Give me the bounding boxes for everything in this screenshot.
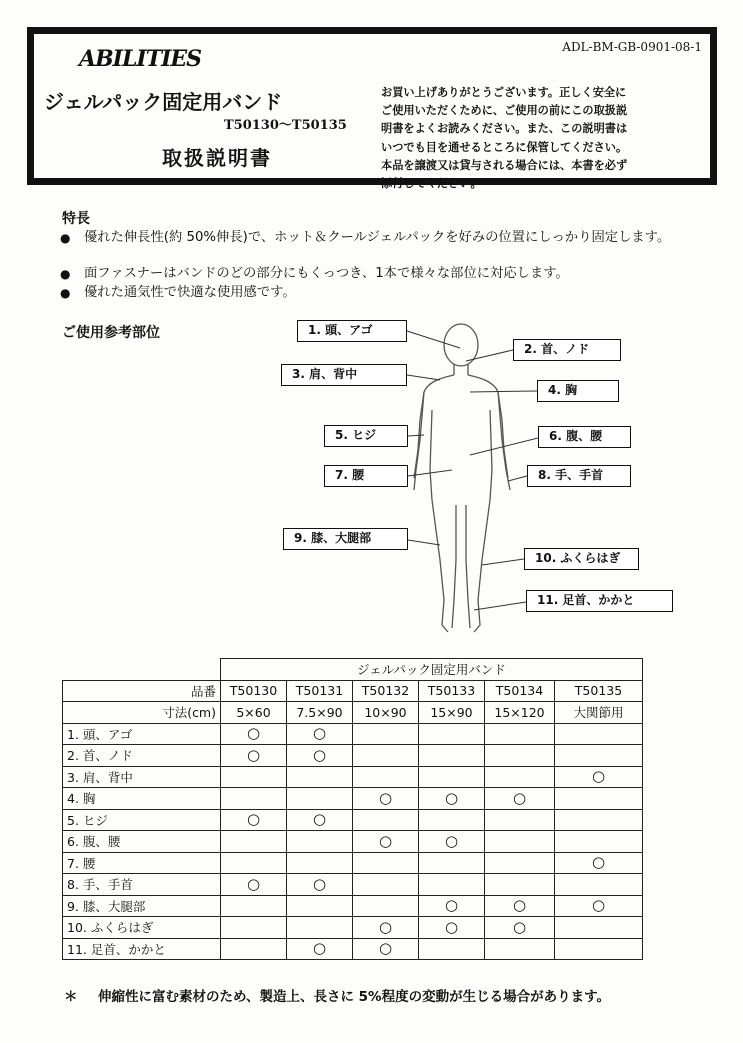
circle-mark-icon: ○ [312,810,327,829]
mark-cell [485,831,555,853]
mark-cell [353,895,419,917]
mark-cell [287,874,353,896]
body-part-cell: 10. ふくらはぎ [63,917,221,939]
footnote-text: 伸縮性に富む素材のため、製造上、長さに 5%程度の変動が生じる場合があります。 [98,989,610,1005]
notice-line: 本品を譲渡又は貸与される場合には、本書を必ず [381,158,628,172]
body-label-abdomen: 6. 腹、腰 [538,426,631,448]
circle-mark-icon: ○ [444,831,459,850]
mark-cell [221,788,287,810]
size-cell: 大関節用 [555,702,643,724]
document-id: ADL-BM-GB-0901-08-1 [562,40,702,54]
mark-cell [221,874,287,896]
table-row [63,895,643,917]
mark-cell [419,788,485,810]
body-label-head: 1. 頭、アゴ [297,320,407,342]
circle-mark-icon: ○ [312,724,327,743]
mark-cell [485,745,555,767]
body-label-ankle: 11. 足首、かかと [526,590,673,612]
circle-mark-icon: ○ [246,745,261,764]
size-cell: 10×90 [353,702,419,724]
circle-mark-icon: ○ [246,724,261,743]
bullet-icon: ● [60,267,71,281]
circle-mark-icon: ○ [591,853,606,872]
circle-mark-icon: ○ [378,939,393,958]
circle-mark-icon: ○ [312,745,327,764]
table-row [63,788,643,810]
mark-cell [287,895,353,917]
mark-cell [485,874,555,896]
table-row [63,809,643,831]
model-cell: T50131 [287,680,353,702]
mark-cell [221,723,287,745]
notice-line: いつでも目を通せるところに保管してください。 [381,140,628,154]
reference-title: ご使用参考部位 [62,325,160,341]
asterisk-mark: ＊ [64,989,78,1005]
body-label-elbow: 5. ヒジ [324,425,408,447]
mark-cell [287,788,353,810]
compatibility-table [62,658,643,960]
body-part-cell: 11. 足首、かかと [63,938,221,960]
table-group-header: ジェルパック固定用バンド [221,659,643,681]
mark-cell [555,895,643,917]
size-cell: 5×60 [221,702,287,724]
table-size-row [63,702,643,724]
circle-mark-icon: ○ [444,788,459,807]
notice-line: 添付してください。 [381,177,482,191]
mark-cell [555,831,643,853]
mark-cell [555,766,643,788]
model-cell: T50135 [555,680,643,702]
circle-mark-icon: ○ [444,896,459,915]
circle-mark-icon: ○ [378,788,393,807]
mark-cell [485,917,555,939]
mark-cell [353,766,419,788]
features-title: 特長 [62,211,90,227]
brand-logo: ABILITIES [79,46,202,72]
table-model-row [63,680,643,702]
body-part-cell: 3. 肩、背中 [63,766,221,788]
body-part-cell: 9. 膝、大腿部 [63,895,221,917]
mark-cell [353,831,419,853]
mark-cell [555,938,643,960]
mark-cell [287,809,353,831]
circle-mark-icon: ○ [512,788,527,807]
mark-cell [555,723,643,745]
mark-cell [353,788,419,810]
size-row-label: 寸法(cm) [63,702,221,724]
manual-title: 取扱説明書 [162,146,272,170]
mark-cell [555,874,643,896]
mark-cell [485,788,555,810]
mark-cell [353,745,419,767]
mark-cell [419,723,485,745]
mark-cell [353,723,419,745]
mark-cell [419,831,485,853]
mark-cell [221,938,287,960]
mark-cell [485,938,555,960]
notice-line: お買い上げありがとうございます。正しく安全に [381,86,627,99]
body-label-knee: 9. 膝、大腿部 [283,528,408,550]
mark-cell [287,917,353,939]
mark-cell [353,917,419,939]
mark-cell [555,788,643,810]
mark-cell [221,917,287,939]
body-label-calf: 10. ふくらはぎ [524,548,639,570]
mark-cell [555,809,643,831]
mark-cell [221,745,287,767]
circle-mark-icon: ○ [246,810,261,829]
mark-cell [287,766,353,788]
body-label-hand: 8. 手、手首 [527,465,631,487]
bullet-icon: ● [60,231,71,245]
size-cell: 15×90 [419,702,485,724]
mark-cell [287,745,353,767]
mark-cell [485,852,555,874]
table-row [63,723,643,745]
body-label-shoulder: 3. 肩、背中 [281,364,407,386]
body-label-neck: 2. 首、ノド [513,339,621,361]
mark-cell [221,766,287,788]
mark-cell [485,895,555,917]
notice-line: ご使用いただくために、ご使用の前にこの取扱説 [381,104,628,118]
notice-line: 明書をよくお読みください。また、この説明書は [381,122,628,136]
body-label-waist: 7. 腰 [324,465,408,487]
mark-cell [419,895,485,917]
mark-cell [419,938,485,960]
body-part-cell: 1. 頭、アゴ [63,723,221,745]
size-cell: 15×120 [485,702,555,724]
circle-mark-icon: ○ [512,917,527,936]
body-part-cell: 6. 腹、腰 [63,831,221,853]
circle-mark-icon: ○ [312,874,327,893]
body-part-cell: 4. 胸 [63,788,221,810]
mark-cell [555,852,643,874]
mark-cell [419,917,485,939]
bullet-icon: ● [60,286,71,300]
model-cell: T50134 [485,680,555,702]
table-row [63,874,643,896]
mark-cell [353,938,419,960]
circle-mark-icon: ○ [591,896,606,915]
mark-cell [287,938,353,960]
mark-cell [485,766,555,788]
circle-mark-icon: ○ [378,917,393,936]
mark-cell [221,809,287,831]
circle-mark-icon: ○ [378,831,393,850]
circle-mark-icon: ○ [312,939,327,958]
table-row [63,766,643,788]
body-label-chest: 4. 胸 [537,380,619,402]
mark-cell [419,809,485,831]
mark-cell [221,852,287,874]
footnote [64,988,714,1006]
table-row [63,938,643,960]
table-row [63,852,643,874]
model-row-label: 品番 [63,680,221,702]
mark-cell [419,766,485,788]
feature-text: 面ファスナーはバンドのどの部分にもくっつき、1本で様々な部位に対応します。 [84,266,569,281]
product-title: ジェルパック固定用バンド [44,90,283,114]
mark-cell [555,745,643,767]
model-range: T50130〜T50135 [224,118,347,133]
mark-cell [287,831,353,853]
size-cell: 7.5×90 [287,702,353,724]
mark-cell [287,852,353,874]
model-cell: T50132 [353,680,419,702]
mark-cell [419,874,485,896]
mark-cell [287,723,353,745]
mark-cell [485,809,555,831]
feature-text: 優れた通気性で快適な使用感です。 [84,285,296,300]
circle-mark-icon: ○ [246,874,261,893]
model-cell: T50133 [419,680,485,702]
circle-mark-icon: ○ [444,917,459,936]
mark-cell [221,831,287,853]
mark-cell [419,852,485,874]
table-row [63,831,643,853]
body-part-cell: 2. 首、ノド [63,745,221,767]
mark-cell [221,895,287,917]
body-part-cell: 7. 腰 [63,852,221,874]
circle-mark-icon: ○ [591,767,606,786]
body-part-cell: 5. ヒジ [63,809,221,831]
body-part-cell: 8. 手、手首 [63,874,221,896]
mark-cell [485,723,555,745]
mark-cell [353,874,419,896]
mark-cell [353,809,419,831]
model-cell: T50130 [221,680,287,702]
mark-cell [419,745,485,767]
mark-cell [555,917,643,939]
circle-mark-icon: ○ [512,896,527,915]
table-row [63,745,643,767]
mark-cell [353,852,419,874]
table-group-row [63,659,643,681]
table-row [63,917,643,939]
feature-text: 優れた伸長性(約 50%伸長)で、ホット＆クールジェルパックを好みの位置にしっかり固定します。 [84,230,671,245]
